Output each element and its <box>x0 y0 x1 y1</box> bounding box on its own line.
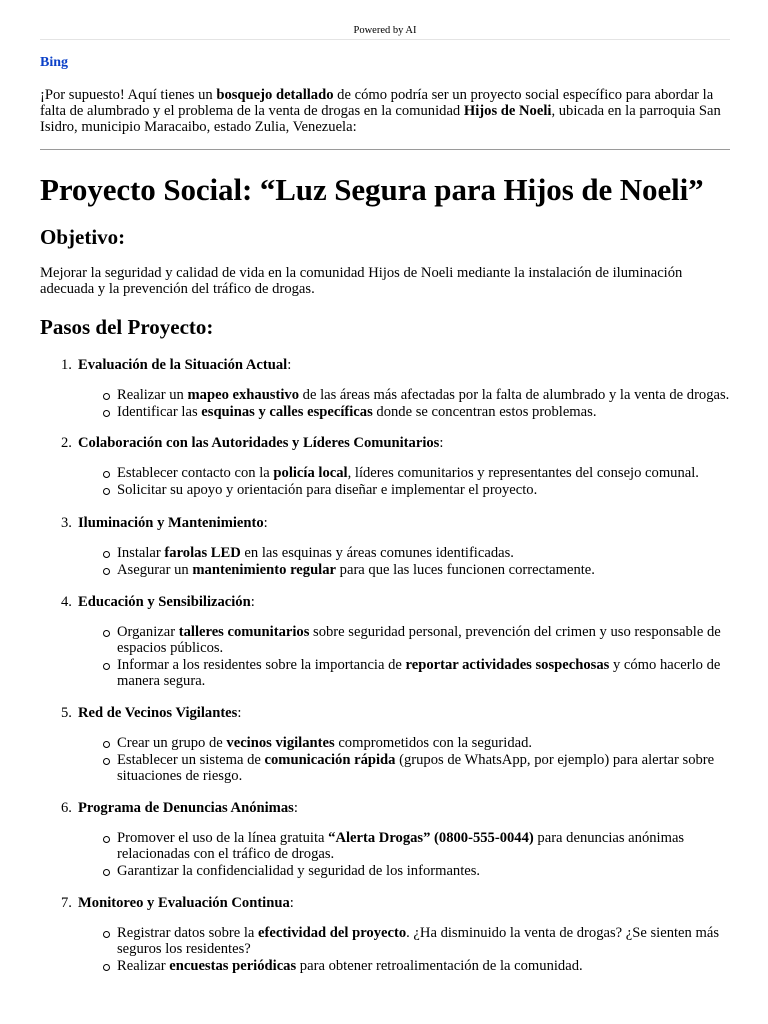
step-title-colon: : <box>250 593 255 610</box>
subitem <box>117 404 730 421</box>
subitem-bold-text: talleres comunitarios <box>178 623 310 640</box>
step-heading <box>40 435 730 451</box>
step-title-colon: : <box>263 515 268 532</box>
step-number: 1. <box>61 357 72 373</box>
subitem-text: para que las luces funcionen correctamente. <box>336 561 595 578</box>
step-number: 7. <box>61 894 72 911</box>
step-item <box>40 895 730 975</box>
step-title: Educación y Sensibilización <box>78 593 251 610</box>
step-heading <box>40 515 730 531</box>
steps-list <box>40 357 730 974</box>
intro-paragraph <box>40 87 730 135</box>
subitem-text: Garantizar la confidencialidad y seguridad de los informantes. <box>117 862 481 879</box>
subitem <box>117 562 730 579</box>
step-subitems <box>40 545 730 578</box>
intro-bold-text: bosquejo detallado <box>216 87 334 103</box>
step-title-colon: : <box>293 799 298 816</box>
subitem-text: y cómo hacerlo de manera segura. <box>117 656 721 690</box>
powered-by-label: Powered by AI <box>353 25 417 36</box>
step-title-colon: : <box>439 435 444 452</box>
subitem-bold-text: reportar actividades sospechosas <box>405 656 610 673</box>
subitem <box>117 830 730 863</box>
subitem <box>117 863 730 880</box>
step-title-colon: : <box>289 894 294 911</box>
subitem-text: Promover el uso de la línea gratuita <box>117 829 329 846</box>
subitem-text: Realizar un <box>117 387 188 403</box>
step-title: Colaboración con las Autoridades y Líderes Comunitarios <box>78 435 440 452</box>
subitem-bold-text: encuestas periódicas <box>169 957 297 974</box>
subitem-text: Informar a los residentes sobre la importancia de <box>117 656 406 673</box>
subitem <box>117 465 730 482</box>
subitem-text: Establecer contacto con la <box>117 465 274 482</box>
step-subitems <box>40 465 730 498</box>
document-content <box>40 40 730 974</box>
subitem-text: Establecer un sistema de <box>117 751 265 768</box>
subitem-text: (grupos de WhatsApp, por ejemplo) para alertar sobre situaciones de riesgo. <box>117 751 715 785</box>
step-number: 4. <box>61 593 72 610</box>
intro-text: ¡Por supuesto! Aquí tienes un <box>40 87 217 103</box>
step-heading <box>40 357 730 373</box>
step-number: 3. <box>61 515 72 532</box>
subitem <box>117 752 730 785</box>
subitem-text: para denuncias anónimas relacionadas con el tráfico de drogas. <box>117 829 685 863</box>
subitem-text: Solicitar su apoyo y orientación para diseñar e implementar el proyecto. <box>117 481 538 498</box>
step-heading <box>40 705 730 721</box>
intro-text: , ubicada en la parroquia San Isidro, municipio Maracaibo, estado Zulia, Venezuela: <box>40 103 721 135</box>
subitem-text: . ¿Ha disminuido la venta de drogas? ¿Se sienten más seguros los residentes? <box>117 924 719 958</box>
subitem-bold-text: vecinos vigilantes <box>226 734 335 751</box>
step-number: 2. <box>61 435 72 452</box>
objetivo-heading: Objetivo: <box>40 225 126 249</box>
step-title: Red de Vecinos Vigilantes <box>78 704 238 721</box>
subitem <box>117 925 730 958</box>
step-item <box>40 800 730 880</box>
step-title: Monitoreo y Evaluación Continua <box>78 894 290 911</box>
subitem <box>117 735 730 752</box>
subitem-bold-text: farolas LED <box>164 545 241 562</box>
page-title: Proyecto Social: “Luz Segura para Hijos de Noeli” <box>40 172 704 207</box>
intro-bold-text: Hijos de Noeli <box>463 103 552 119</box>
subitem-text: Registrar datos sobre la <box>117 924 259 941</box>
step-heading <box>40 594 730 610</box>
subitem-text: de las áreas más afectadas por la falta de alumbrado y la venta de drogas. <box>299 387 730 403</box>
step-item <box>40 515 730 578</box>
subitem-text: Realizar <box>117 957 170 974</box>
objetivo-text: Mejorar la seguridad y calidad de vida en la comunidad Hijos de Noeli mediante la instalación de iluminación adecuada y la prevención del tráfico de drogas. <box>40 265 683 297</box>
step-title: Iluminación y Mantenimiento <box>78 515 264 532</box>
pasos-heading: Pasos del Proyecto: <box>40 315 214 339</box>
subitem-text: , líderes comunitarios y representantes del consejo comunal. <box>347 465 699 482</box>
separator <box>40 149 730 150</box>
step-subitems <box>40 387 730 420</box>
subitem-text: comprometidos con la seguridad. <box>334 734 533 751</box>
subitem-bold-text: efectividad del proyecto <box>258 924 407 941</box>
subitem-text: para obtener retroalimentación de la comunidad. <box>296 957 583 974</box>
bing-link[interactable]: Bing <box>40 55 69 70</box>
subitem <box>117 545 730 562</box>
step-item <box>40 357 730 420</box>
subitem-bold-text: “Alerta Drogas” (0800-555-0044) <box>328 829 534 846</box>
subitem-text: Instalar <box>117 545 165 562</box>
step-subitems <box>40 925 730 975</box>
subitem-bold-text: comunicación rápida <box>264 751 396 768</box>
step-heading <box>40 895 730 911</box>
subitem-bold-text: esquinas y calles específicas <box>201 403 373 420</box>
subitem-text: en las esquinas y áreas comunes identificadas. <box>240 545 514 562</box>
step-subitems <box>40 735 730 785</box>
step-subitems <box>40 624 730 690</box>
step-title: Evaluación de la Situación Actual <box>78 357 288 373</box>
step-title: Programa de Denuncias Anónimas <box>78 799 294 816</box>
subitem-text: Crear un grupo de <box>117 734 227 751</box>
subitem <box>117 657 730 690</box>
subitem <box>117 624 730 657</box>
subitem-text: Asegurar un <box>117 561 193 578</box>
powered-by-banner <box>40 0 730 40</box>
subitem-text: donde se concentran estos problemas. <box>372 403 597 420</box>
step-number: 6. <box>61 799 72 816</box>
step-item <box>40 705 730 785</box>
step-title-colon: : <box>237 704 242 721</box>
subitem <box>117 958 730 975</box>
intro-text: de cómo podría ser un proyecto social específico para abordar la falta de alumbrado y el problema de la venta de drogas en la comunidad <box>40 87 714 119</box>
subitem <box>117 387 730 404</box>
step-number: 5. <box>61 704 72 721</box>
subitem-bold-text: mapeo exhaustivo <box>187 387 299 403</box>
subitem-text: Organizar <box>117 623 179 640</box>
subitem-text: sobre seguridad personal, prevención del crimen y uso responsable de espacios públicos. <box>117 623 721 657</box>
subitem-bold-text: policía local <box>273 465 348 482</box>
subitem <box>117 482 730 499</box>
step-heading <box>40 800 730 816</box>
subitem-text: Identificar las <box>117 403 202 420</box>
step-title-colon: : <box>287 357 292 373</box>
subitem-bold-text: mantenimiento regular <box>192 561 337 578</box>
step-item <box>40 594 730 690</box>
step-item <box>40 435 730 498</box>
step-subitems <box>40 830 730 880</box>
